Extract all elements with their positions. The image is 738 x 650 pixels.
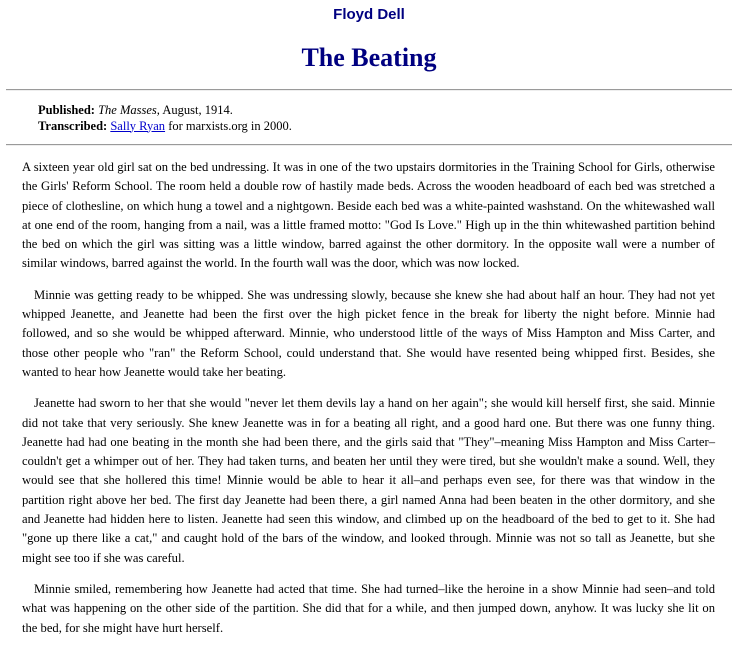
publication-date: August, 1914. [159,103,233,117]
page-title: The Beating [301,43,437,72]
published-label: Published: [38,103,95,117]
transcribed-suffix: for marxists.org in 2000. [165,118,292,133]
paragraph: A sixteen year old girl sat on the bed undressing. It was in one of the two upstairs dormitories in the Training School for Girls, otherwise the Girls' Reform School. The room held a double row of hastily made beds. Across the wooden headboard of each bed was stretched a piece of clothesline, on which hung a towel and a nightgown. Beside each bed was a white-painted washstand. On the whitewashed wall at one end of the room, hanging from a nail, was a little framed motto: "God Is Love." High up in the thin whitewashed partition behind the bed on which the girl was sitting was a little window, barred against the other dormitory. In the opposite wall were a number of similar windows, barred against the world. In the fourth wall was the door, which was now locked. [22,160,715,271]
story-text [22,158,715,650]
top-divider [6,89,732,91]
paragraph: Minnie was getting ready to be whipped. She was undressing slowly, because she knew she had about half an hour. They had not yet whipped Jeanette, and Jeanette had been the first over the high picket fence in the break for liberty the night before. Minnie had followed, and so she would be whipped afterward. Minnie, who understood little of the ways of Miss Hampton and Miss Carter, and those other people who "ran" the Reform School, could understand that. She would have resented being whipped first. Besides, she wanted to hear how Jeanette would take her beating. [22,287,715,379]
paragraph: Minnie smiled, remembering how Jeanette had acted that time. She had turned–like the heroine in a show Minnie had seen–and told what was happening on the other side of the partition. She did that for a while, and then jumped down, anyhow. It was lucky she lit on the bed, for she might have hurt herself. [22,581,715,635]
paragraph: Jeanette had sworn to her that she would "never let them devils lay a hand on her again"; she would kill herself first, she said. Minnie did not take that very seriously. She knew Jeanette was in for a beating all right, and a good hard one. But there was one funny thing. Jeanette had had one beating in the month she had been there, and the girls said that "They"–meaning Miss Hampton and Miss Carter–couldn't get a whimper out of her. They had taken turns, and beaten her until they were tired, but she wouldn't make a sound. Well, they would see that she hollered this time! Minnie would be able to hear it all–and perhaps even see, for there was that window in the partition right above her bed. The first day Jeanette had been there, a girl named Anna had been beaten in the other dormitory, and she and Jeanette had hidden here to listen. Jeanette had seen this window, and climbed up on the headboard of the bed to get to it. She had "gone up there like a cat," and caught hold of the bars of the window, and looked through. Minnie was not so tall as Jeanette, but she might see too if she was careful. [22,396,715,565]
published-line [38,103,292,119]
transcribed-label: Transcribed: [38,118,108,133]
transcribed-line [38,119,292,135]
transcriber-link[interactable]: Sally Ryan [110,118,166,133]
publication-name: The Masses, [98,103,160,117]
author-name: Floyd Dell [333,6,405,23]
publication-info [38,103,292,134]
bottom-divider [6,144,732,146]
